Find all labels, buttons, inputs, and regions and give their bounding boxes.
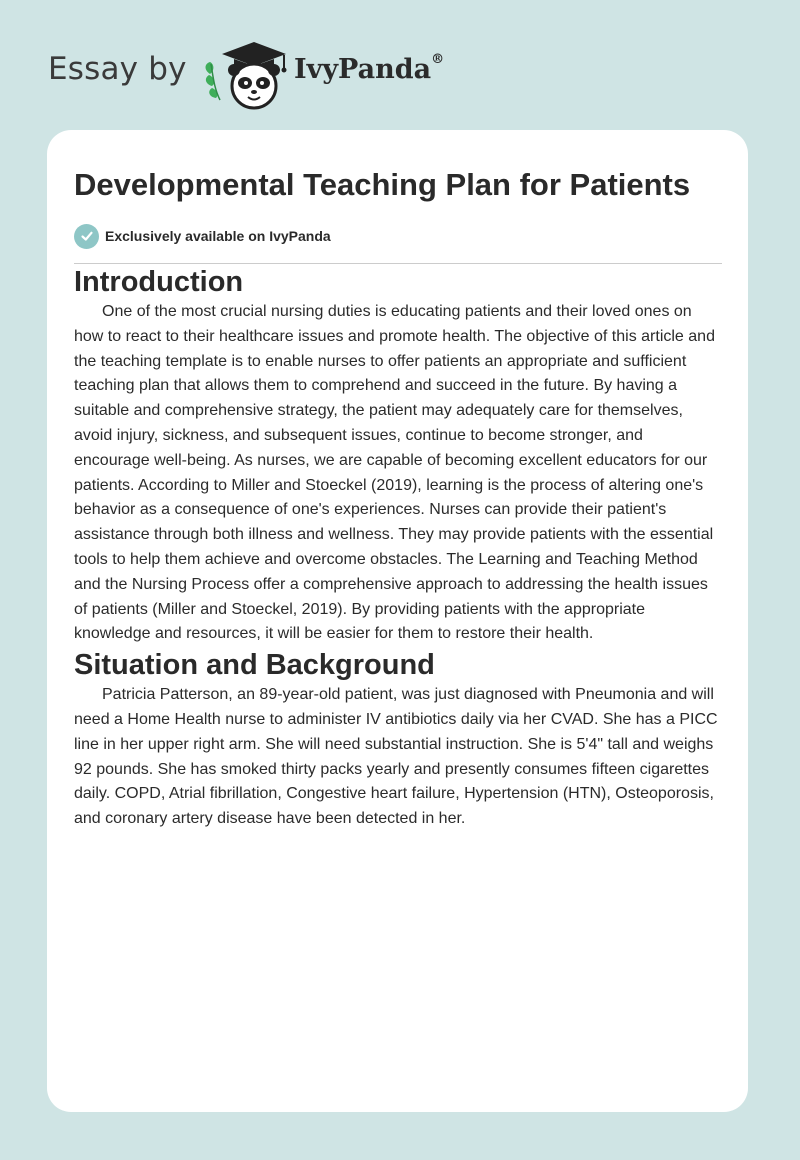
exclusive-badge-label: Exclusively available on IvyPanda [105, 228, 331, 244]
exclusive-badge [74, 223, 722, 249]
brand-name-text: IvyPanda [294, 54, 432, 85]
site-header [48, 30, 748, 110]
brand-name[interactable] [294, 54, 444, 85]
ivypanda-logo-icon[interactable] [200, 34, 290, 110]
page-title: Developmental Teaching Plan for Patients [74, 167, 691, 202]
ivy-leaf-icon [206, 62, 221, 100]
section-heading-introduction: Introduction [74, 266, 244, 298]
essay-by-label: Essay by [48, 51, 187, 87]
essay-card [47, 130, 748, 1112]
essay-content [74, 164, 722, 832]
registered-mark: ® [431, 52, 445, 67]
section-heading-situation: Situation and Background [74, 649, 435, 682]
section-body-situation: Patricia Patterson, an 89-year-old patient, was just diagnosed with Pneumonia and will need a Home Health nurse to administer IV antibiotics daily via her CVAD. She has a PICC line in her upper right arm. She will need substantial instruction. She is 5'4" tall and weighs 92 pounds. She has smoked thirty packs yearly and presently consumes fifteen cigarettes daily. COPD, Atrial fibrillation, Congestive heart failure, Hypertension (HTN), Osteoporosis, and coronary artery disease have been detected in her. [74, 686, 718, 828]
section-body-introduction: One of the most crucial nursing duties is educating patients and their loved ones on how to react to their healthcare issues and promote health. The objective of this article and the teaching template is to enable nurses to offer patients an appropriate and sufficient teaching plan that allows them to comprehend and succeed in the future. By having a suitable and comprehensive strategy, the patient may adequately care for themselves, avoid injury, sickness, and subsequent issues, continue to become stronger, and encourage well-being. As nurses, we are capable of becoming excellent educators for our patients. According to Miller and Stoeckel (2019), learning is the process of altering one's behavior as a consequence of one's experiences. Nurses can provide their patient's assistance through both illness and wellness. They may provide patients with the essential tools to help them achieve and overcome obstacles. The Learning and Teaching Method and the Nursing Process offer a comprehensive approach to addressing the health issues of patients (Miller and Stoeckel, 2019). By providing patients with the appropriate knowledge and resources, it will be easier for them to restore their health. [74, 303, 715, 643]
checkmark-icon [74, 224, 99, 249]
